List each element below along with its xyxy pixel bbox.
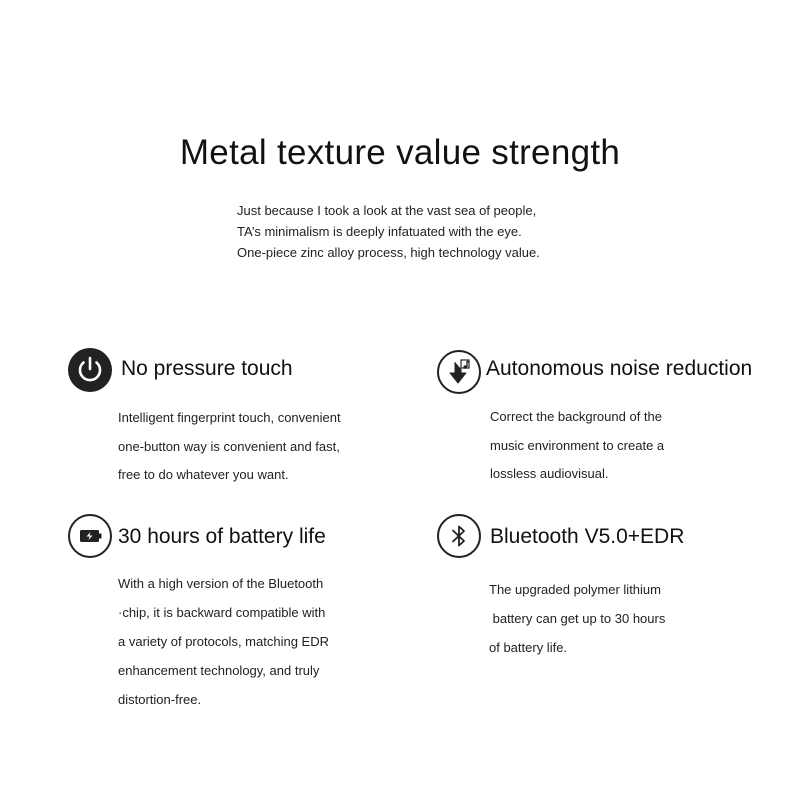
feature-description bbox=[490, 403, 664, 489]
feature-description-line: music environment to create a bbox=[490, 437, 665, 453]
feature-description-line: a variety of protocols, matching EDR bbox=[118, 634, 329, 649]
intro-line: Just because I took a look at the vast sea of people, bbox=[237, 203, 537, 218]
feature-description-line: one-button way is convenient and fast, bbox=[118, 438, 340, 454]
feature-description-line: of battery life. bbox=[489, 640, 568, 655]
intro-text bbox=[237, 200, 597, 263]
feature-description-line: ·chip, it is backward compatible with bbox=[118, 605, 326, 620]
feature-description-line: distortion-free. bbox=[118, 692, 202, 707]
feature-description-line: battery can get up to 30 hours bbox=[489, 611, 666, 626]
feature-description-line: free to do whatever you want. bbox=[118, 467, 289, 482]
feature-description bbox=[489, 575, 665, 662]
feature-heading: Bluetooth V5.0+EDR bbox=[490, 525, 685, 548]
feature-description-line: With a high version of the Bluetooth bbox=[118, 576, 324, 591]
battery-icon bbox=[68, 514, 112, 558]
music-noise-reduction-icon bbox=[437, 350, 481, 394]
feature-heading: Autonomous noise reduction bbox=[486, 357, 753, 380]
feature-description bbox=[118, 404, 341, 490]
bluetooth-icon bbox=[437, 514, 481, 558]
feature-description-line: Correct the background of the bbox=[490, 409, 662, 424]
intro-line: One-piece zinc alloy process, high technology value. bbox=[237, 245, 540, 260]
feature-description-line: lossless audiovisual. bbox=[490, 466, 609, 481]
intro-line: TA’s minimalism is deeply infatuated with the eye. bbox=[237, 224, 522, 239]
feature-description bbox=[118, 569, 329, 714]
page-title: Metal texture value strength bbox=[179, 133, 621, 172]
feature-heading: 30 hours of battery life bbox=[118, 525, 326, 548]
power-icon bbox=[68, 348, 112, 392]
feature-description-line: enhancement technology, and truly bbox=[118, 663, 320, 678]
feature-description-line: Intelligent fingerprint touch, convenient bbox=[118, 410, 341, 425]
feature-description-line: The upgraded polymer lithium bbox=[489, 582, 661, 597]
feature-heading: No pressure touch bbox=[121, 357, 293, 380]
